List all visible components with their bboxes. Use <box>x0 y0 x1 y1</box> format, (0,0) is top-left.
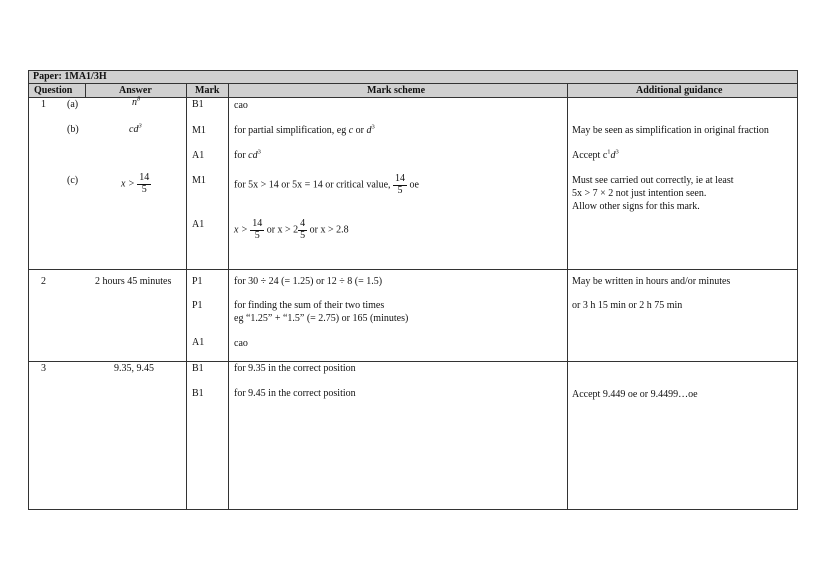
answer-cell: $n^8$ <box>132 95 141 108</box>
row-divider <box>29 269 797 270</box>
mark-code: M1 <box>192 125 206 136</box>
answer-cell: x > $\frac{14}{5}$ <box>121 172 150 195</box>
question-part: (b) <box>67 124 79 135</box>
mark-scheme-text: for 9.35 in the correct position <box>234 363 356 374</box>
table-header-row <box>29 84 797 98</box>
answer-cell: $cd^3$ <box>129 122 142 135</box>
mark-code: P1 <box>192 300 203 311</box>
column-divider <box>186 84 187 509</box>
paper-title: Paper: 1MA1/3H <box>33 71 107 82</box>
question-number: 3 <box>41 363 46 374</box>
guidance-text: or 3 h 15 min or 2 h 75 min <box>572 300 683 311</box>
guidance-text: Allow other signs for this mark. <box>572 201 700 212</box>
paper-title-bar <box>29 71 797 84</box>
mark-scheme-text: for 5x > 14 or 5x = 14 or critical value, $\frac{14}{5}$ oe <box>234 173 419 196</box>
mark-code: A1 <box>192 150 205 161</box>
question-part: (a) <box>67 99 79 110</box>
mark-scheme-text: x > $\frac{14}{5}$ or x > 2 $\frac{4}{5}$ or x > 2.8 <box>234 218 349 241</box>
column-divider <box>85 84 86 98</box>
answer-cell: 2 hours 45 minutes <box>95 276 172 287</box>
guidance-text: May be written in hours and/or minutes <box>572 276 731 287</box>
guidance-text: Accept 9.449 oe or 9.4499…oe <box>572 389 698 400</box>
answer-cell: 9.35, 9.45 <box>114 363 154 374</box>
mark-code: B1 <box>192 363 204 374</box>
mark-scheme-text: for 30 ÷ 24 (= 1.25) or 12 ÷ 8 (= 1.5) <box>234 276 383 287</box>
question-number: 2 <box>41 276 46 287</box>
mark-code: B1 <box>192 388 204 399</box>
mark-code: B1 <box>192 99 204 110</box>
guidance-text: Must see carried out correctly, ie at least <box>572 175 734 186</box>
mark-scheme-table <box>28 70 798 510</box>
guidance-text: May be seen as simplification in original fraction <box>572 125 769 136</box>
guidance-text: 5x > 7 × 2 not just intention seen. <box>572 188 707 199</box>
mark-code: A1 <box>192 219 205 230</box>
mark-code: P1 <box>192 276 203 287</box>
mark-scheme-text: for 9.45 in the correct position <box>234 388 356 399</box>
question-number: 1 <box>41 99 46 110</box>
column-divider <box>567 84 568 509</box>
column-divider <box>228 84 229 509</box>
mark-scheme-text: for finding the sum of their two times <box>234 300 385 311</box>
mark-scheme-text: cao <box>234 338 248 349</box>
row-divider <box>29 361 797 362</box>
header-additional-guidance: Additional guidance <box>636 85 723 96</box>
mark-code: M1 <box>192 175 206 186</box>
mark-scheme-text: for $cd^3$ <box>234 148 261 161</box>
mark-scheme-text: for partial simplification, eg c or $d^3$ <box>234 123 375 136</box>
header-mark-scheme: Mark scheme <box>367 85 426 96</box>
header-question: Question <box>34 85 73 96</box>
header-mark: Mark <box>195 85 220 96</box>
header-answer: Answer <box>119 85 152 96</box>
mark-scheme-text: eg “1.25” + “1.5” (= 2.75) or 165 (minutes) <box>234 313 409 324</box>
guidance-text: Accept $c^1d^3$ <box>572 148 619 161</box>
question-part: (c) <box>67 175 79 186</box>
mark-scheme-text: cao <box>234 100 248 111</box>
mark-code: A1 <box>192 337 205 348</box>
